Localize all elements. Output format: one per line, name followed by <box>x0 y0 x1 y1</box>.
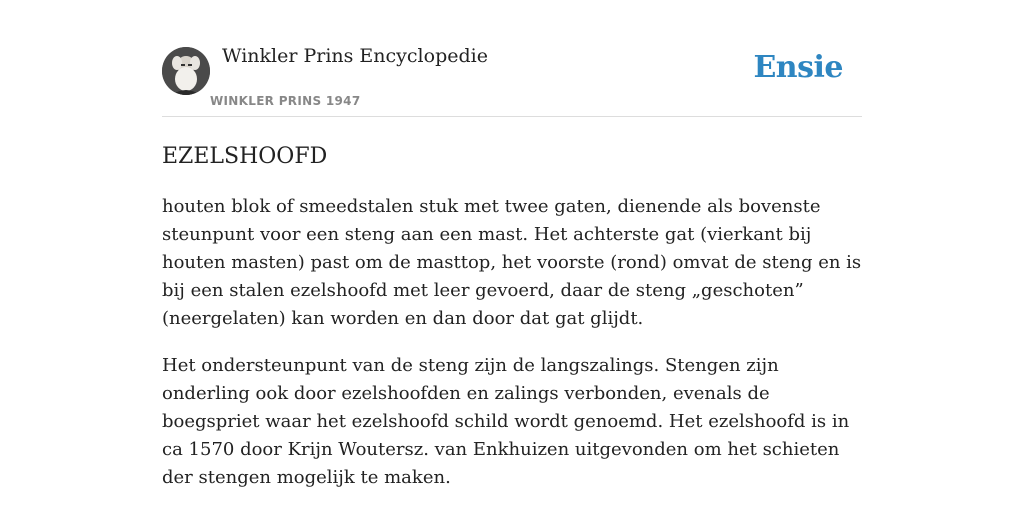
entry-title: EZELSHOOFD <box>162 144 328 169</box>
header <box>162 0 862 117</box>
author-avatar[interactable] <box>162 47 210 95</box>
site-title-link[interactable]: Winkler Prins Encyclopedie <box>222 45 488 67</box>
article-paragraph: Het ondersteunpunt van de steng zijn de langszalings. Stengen zijn onderling ook door ezelshoofden en zalings verbonden, evenals de boegspriet waar het ezelshoofd schild wordt genoemd. Het ezelshoofd is in ca 1570 door Krijn Woutersz. van Enkhuizen uitgevonden om het schieten der stengen mogelijk te maken. <box>162 355 850 488</box>
site-subtitle: WINKLER PRINS 1947 <box>210 94 361 108</box>
article-body <box>162 193 862 492</box>
article-paragraph: houten blok of smeedstalen stuk met twee gaten, dienende als bovenste steunpunt voor een steng aan een mast. Het achterste gat (vierkant bij houten masten) past om de masttop, het voorste (rond) omvat de steng en is bij een stalen ezelshoofd met leer gevoerd, daar de steng „geschoten” (neergelaten) kan worden en dan door dat gat glijdt. <box>162 196 862 329</box>
brand-logo-link[interactable]: Ensie <box>753 50 843 85</box>
